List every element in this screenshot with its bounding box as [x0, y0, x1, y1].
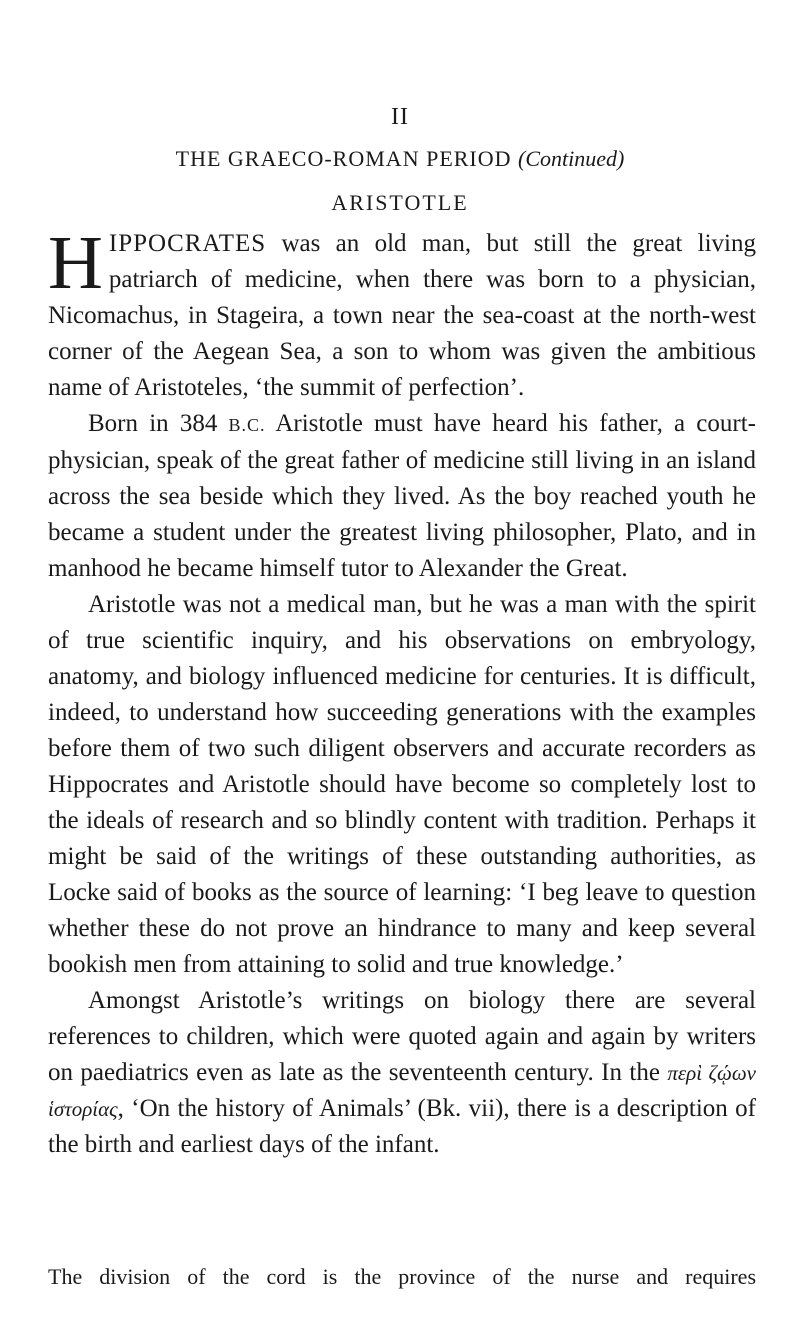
paragraph-1-text: was an old man, but still the great living patriarch of medicine, when there was born to a physician, Nicomachus, in Stageira, a town near the sea-coast at the north-west corner of the Aegean Sea, a son to whom was given the ambitious name of Aristoteles, ‘the summit of perfection’.	[48, 230, 756, 401]
paragraph-4-text-b: , ‘On the history of Animals’ (Bk. vii), there is a description of the birth and earliest days of the infant.	[48, 1095, 756, 1158]
drop-cap: H	[48, 221, 103, 305]
chapter-title-text: THE GRAECO-ROMAN PERIOD	[175, 146, 512, 171]
greek-title: περὶ ζῴων ἱστορίας	[48, 1061, 757, 1121]
paragraph-2-text-b: Aristotle must have heard his father, a court-physician, speak of the great father of medicine still living in an island across the sea beside which they lived. As the boy reached youth he became a student under the greatest living philosopher, Plato, and in manhood he became himself tutor to Alexander the Great.	[48, 410, 756, 582]
chapter-title	[0, 146, 800, 172]
chapter-continued-note: (Continued)	[518, 146, 625, 171]
paragraph-4	[48, 983, 756, 1163]
small-print-line: The division of the cord is the province of the nurse and requires	[48, 1264, 756, 1289]
paragraph-2-text-a: Born in 384	[88, 410, 229, 437]
paragraph-1	[48, 221, 756, 406]
paragraph-3: Aristotle was not a medical man, but he was a man with the spirit of true scientific inquiry, and his observations on embryology, anatomy, and biology influenced medicine for centuries. It is difficult, indeed, to understand how succeeding generations with the examples before them of two such diligent observers and accurate recorders as Hippocrates and Aristotle should have become so completely lost to the ideals of research and so blindly content with tradition. Perhaps it might be said of the writings of these outstanding authorities, as Locke said of books as the source of learning: ‘I beg leave to question whether these do not prove an hindrance to many and keep several bookish men from attaining to solid and true knowledge.’	[48, 591, 756, 978]
paragraph-2	[48, 406, 756, 587]
body-text	[48, 221, 757, 1163]
paragraph-4-text-a: Amongst Aristotle’s writings on biology there are several references to children, which were quoted again and again by writers on paediatrics even as late as the seventeenth century. In the	[48, 987, 756, 1086]
section-title: ARISTOTLE	[331, 190, 469, 215]
chapter-number: II	[391, 104, 409, 130]
era-abbreviation: B.C.	[228, 415, 266, 435]
opening-word: IPPOCRATES	[108, 230, 267, 257]
